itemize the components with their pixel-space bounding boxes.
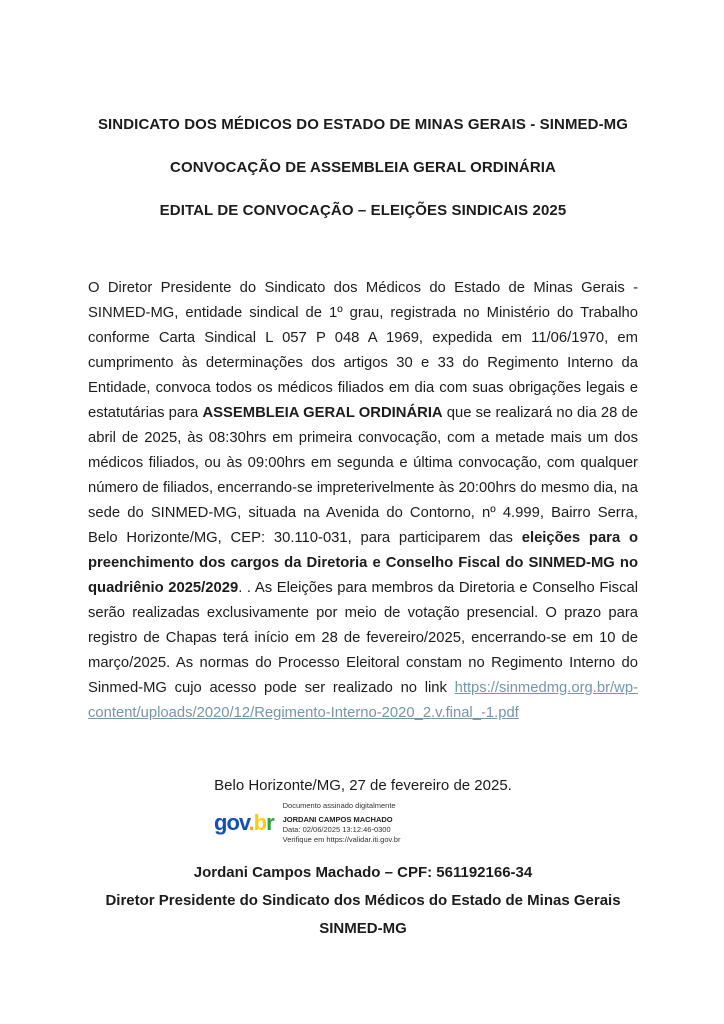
stamp-sign-date: Data: 02/06/2025 13:12:46-0300 — [282, 825, 391, 834]
body-text-run: eleições para o preenchimento dos cargos da Diretoria e Conselho Fiscal do SINMED-MG no quadriênio 2025/2029 — [88, 530, 638, 596]
doc-title-line-2: CONVOCAÇÃO DE ASSEMBLEIA GERAL ORDINÁRIA — [170, 159, 556, 176]
regimento-interno-link[interactable]: https://sinmedmg.org.br/wp-content/uploads/2020/12/Regimento-Interno-2020_2.v.final_-1.pdf — [88, 680, 638, 721]
govbr-logo-dot: . — [248, 810, 254, 835]
signer-role: Diretor Presidente do Sindicato dos Médicos do Estado de Minas Gerais — [105, 892, 621, 909]
signer-name-cpf: Jordani Campos Machado – CPF: 561192166-34 — [193, 864, 533, 881]
signature-block — [88, 859, 638, 943]
stamp-signed-digitally-label: Documento assinado digitalmente — [282, 801, 396, 810]
govbr-logo — [214, 809, 274, 837]
stamp-text-block — [283, 801, 401, 845]
stamp-signer-name: JORDANI CAMPOS MACHADO — [282, 815, 393, 824]
digital-signature-stamp — [214, 801, 484, 845]
body-paragraph — [88, 276, 638, 726]
body-text-run: . . As Eleições para membros da Diretoria e Conselho Fiscal serão realizadas exclusivamente por meio de votação presencial. O prazo para registro de Chapas terá início em 28 de fevereiro/2025, encerrando-se em 10 de março/2025. As normas do Processo Eleitoral constam no Regimento Interno do Sinmed-MG cujo acesso pode ser realizado no link — [88, 580, 638, 696]
document-header — [88, 116, 638, 220]
govbr-logo-b: b — [253, 810, 267, 835]
body-text-run: ASSEMBLEIA GERAL ORDINÁRIA — [202, 405, 443, 421]
govbr-logo-gov: gov — [214, 810, 249, 835]
signer-org: SINMED-MG — [319, 920, 407, 937]
body-text-run: que se realizará no dia 28 de abril de 2025, às 08:30hrs em primeira convocação, com a metade mais um dos médicos filiados, ou às 09:00hrs em segunda e última convocação, com qualquer número de filiados, encerrando-se impreterivelmente às 20:00hrs do mesmo dia, na sede do SINMED-MG, situada na Avenida do Contorno, nº 4.999, Bairro Serra, Belo Horizonte/MG, CEP: 30.110-031, para participarem das — [88, 405, 638, 546]
stamp-verify-url: Verifique em https://validar.iti.gov.br — [282, 835, 401, 844]
body-text-run: O Diretor Presidente do Sindicato dos Médicos do Estado de Minas Gerais - SINMED-MG, entidade sindical de 1º grau, registrada no Ministério do Trabalho conforme Carta Sindical L 057 P 048 A 1969, expedida em 11/06/1970, em cumprimento às determinações dos artigos 30 e 33 do Regimento Interno da Entidade, convoca todos os médicos filiados em dia com suas obrigações legais e estatutárias para — [88, 280, 638, 421]
date-line: Belo Horizonte/MG, 27 de fevereiro de 2025. — [214, 777, 512, 794]
doc-title-line-1: SINDICATO DOS MÉDICOS DO ESTADO DE MINAS GERAIS - SINMED-MG — [97, 116, 629, 133]
doc-title-line-3: EDITAL DE CONVOCAÇÃO – ELEIÇÕES SINDICAIS 2025 — [159, 202, 567, 219]
govbr-logo-r: r — [266, 810, 274, 835]
